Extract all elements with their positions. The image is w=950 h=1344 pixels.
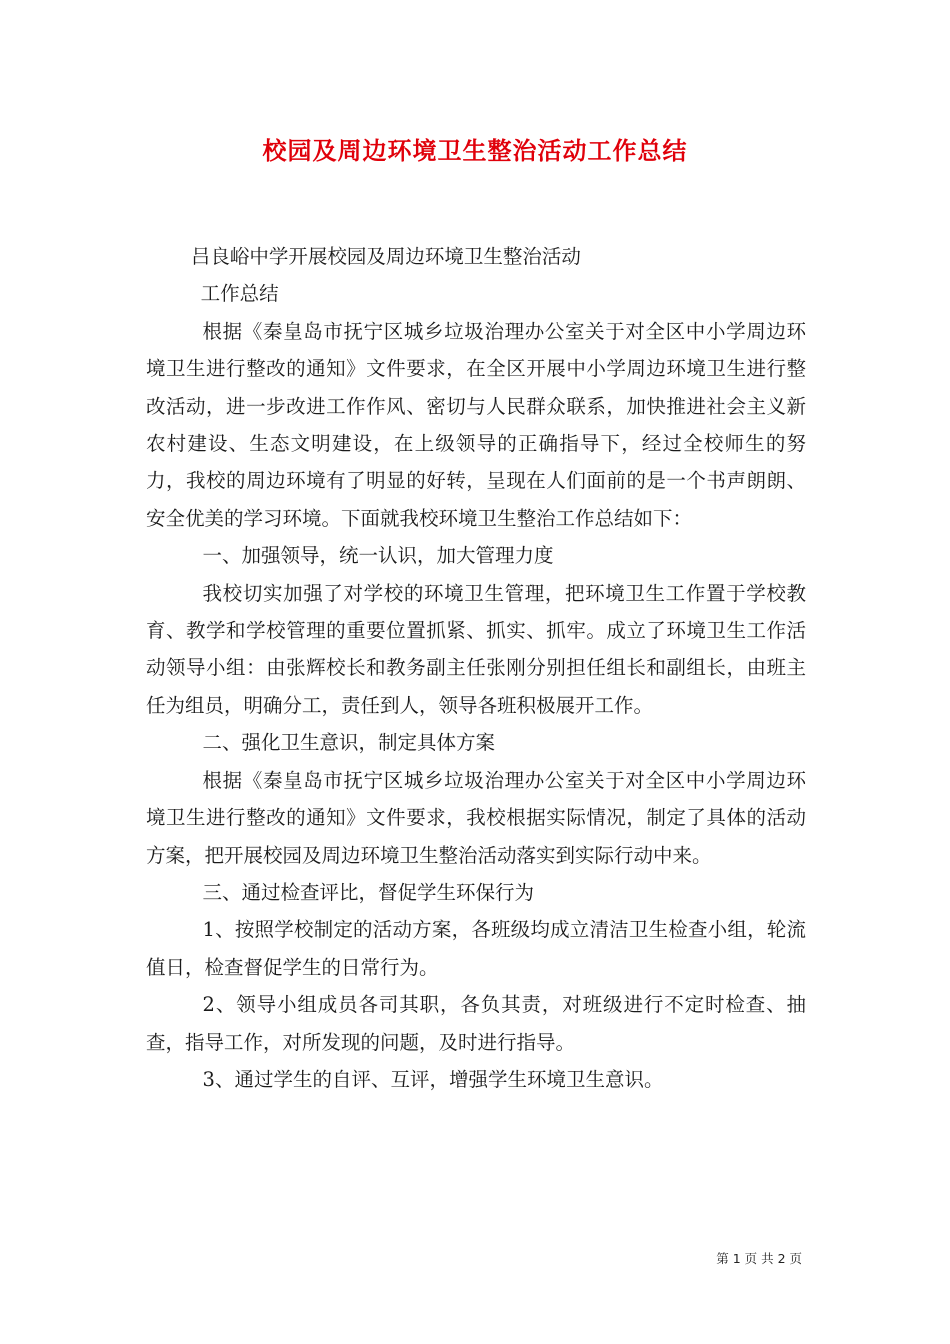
paragraph-school-activity: 吕良峪中学开展校园及周边环境卫生整治活动 — [190, 245, 581, 268]
section-heading-2: 二、强化卫生意识，制定具体方案 — [202, 731, 496, 755]
list-item-1: 1、按照学校制定的活动方案，各班级均成立清洁卫生检查小组，轮流值日，检查督促学生的日常行为。 — [146, 918, 806, 979]
list-item-3: 3、通过学生的自评、互评，增强学生环境卫生意识。 — [202, 1067, 664, 1091]
section-heading-3: 三、通过检查评比，督促学生环保行为 — [202, 880, 535, 904]
list-item-2: 2、领导小组成员各司其职，各负其责，对班级进行不定时检查、抽查，指导工作，对所发现的问题，及时进行指导。 — [146, 993, 806, 1054]
page-number-footer: 第 1 页 共 2 页 — [716, 1251, 802, 1266]
document-title: 校园及周边环境卫生整治活动工作总结 — [262, 137, 688, 165]
paragraph-section-2: 根据《秦皇岛市抚宁区城乡垃圾治理办公室关于对全区中小学周边环境卫生进行整改的通知》文件要求，我校根据实际情况，制定了具体的活动方案，把开展校园及周边环境卫生整治活动落实到实际行动中来。 — [146, 768, 806, 867]
paragraph-section-1: 我校切实加强了对学校的环境卫生管理，把环境卫生工作置于学校教育、教学和学校管理的重要位置抓紧、抓实、抓牢。成立了环境卫生工作活动领导小组：由张辉校长和教务副主任张刚分别担任组长和副组长，由班主任为组员，明确分工，责任到人，领导各班积极展开工作。 — [146, 581, 806, 717]
document-body — [146, 238, 806, 1098]
paragraph-intro: 根据《秦皇岛市抚宁区城乡垃圾治理办公室关于对全区中小学周边环境卫生进行整改的通知》文件要求，在全区开展中小学周边环境卫生进行整改活动，进一步改进工作作风、密切与人民群众联系，加快推进社会主义新农村建设、生态文明建设，在上级领导的正确指导下，经过全校师生的努力，我校的周边环境有了明显的好转，呈现在人们面前的是一个书声朗朗、安全优美的学习环境。下面就我校环境卫生整治工作总结如下： — [146, 319, 806, 530]
paragraph-work-summary-label: 工作总结 — [200, 282, 279, 306]
section-heading-1: 一、加强领导，统一认识，加大管理力度 — [202, 544, 554, 568]
